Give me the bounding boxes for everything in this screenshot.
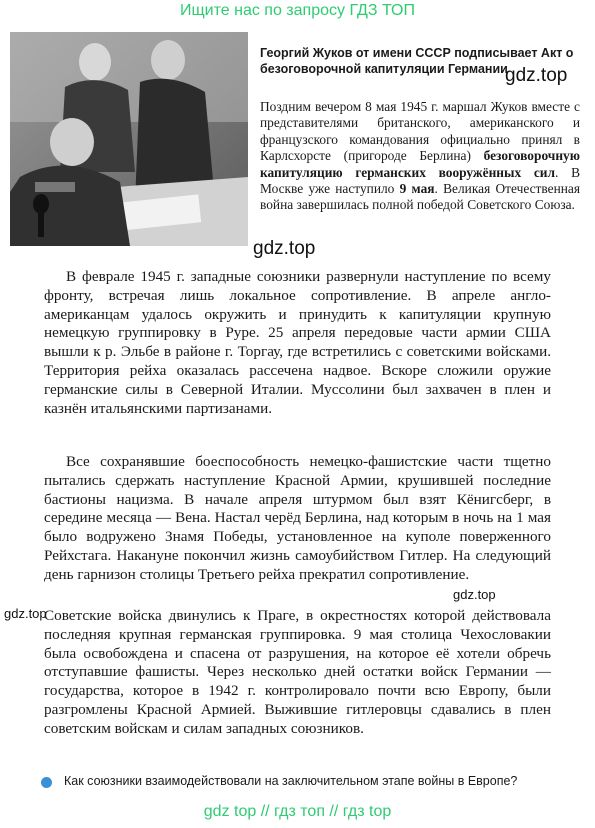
watermark: gdz.top bbox=[253, 238, 316, 259]
paragraph: В феврале 1945 г. западные союзники развернули наступление по всему фронту, встречая лишь локальное сопротивление. В апреле англо-американцам удалось окружить и принудить к капитуляции крупную немецкую группировку в Руре. 25 апреля передовые части армии США вышли к р. Эльбе в районе г. Торгау, где встретились с советскими войсками. Территория рейха оказалась рассечена надвое. Вскоре сложили оружие германские силы в Северной Италии. Муссолини был захвачен в плен и казнён итальянскими партизанами. bbox=[44, 268, 551, 417]
photo-caption-title: Георгий Жуков от имени СССР подписывает Акт о безоговорочной капитуляции Германии bbox=[260, 46, 574, 76]
paragraph: Все сохранявшие боеспособность немецко-фашистские части тщетно пытались сдержать наступление Красной Армии, крушившей последние бастионы нацизма. В начале апреля штурмом был взят Кёнигсберг, в середине месяца — Вена. Настал черёд Берлина, над которым в ночь на 1 мая было водружено Знамя Победы, установленное на куполе поверженного Рейхстага. Накануне покончил жизнь самоубийством Гитлер. На следующий день гарнизон столицы Третьего рейха прекратил сопротивление. bbox=[44, 453, 551, 583]
watermark: gdz.top bbox=[453, 587, 496, 602]
watermark: gdz.top bbox=[4, 606, 47, 621]
top-banner[interactable]: Ищите нас по запросу ГДЗ ТОП bbox=[180, 2, 415, 19]
photo-caption-body: Поздним вечером 8 мая 1945 г. маршал Жуков вместе с представителями британского, американского и французского командования официально принял в Карлсхорсте (пригороде Берлина) безоговорочную капитуляцию германских вооружённых сил. В Москве уже наступило 9 мая. Великая Отечественная война завершилась полной победой Советского Союза. bbox=[260, 99, 581, 213]
question-bullet-icon bbox=[41, 777, 52, 788]
historical-photo-icon bbox=[10, 32, 248, 246]
historical-photo bbox=[10, 32, 248, 246]
question-text: Как союзники взаимодействовали на заключительном этапе войны в Европе? bbox=[64, 774, 518, 788]
paragraph: Советские войска двинулись к Праге, в окрестностях которой действовала последняя крупная германская группировка. 9 мая столица Чехословакии была освобождена и спасена от разрушения, на которое её хотели обречь отступавшие фашисты. Через несколько дней остатки войск Германии — государства, которое в 1942 г. контролировало почти всю Европу, были разгромлены Красной Армией. Выжившие гитлеровцы сдавались в плен советским войскам и силам западных союзников. bbox=[44, 607, 551, 737]
watermark: gdz.top bbox=[505, 65, 568, 86]
bottom-banner[interactable]: gdz top // гдз топ // гдз top bbox=[203, 803, 392, 820]
